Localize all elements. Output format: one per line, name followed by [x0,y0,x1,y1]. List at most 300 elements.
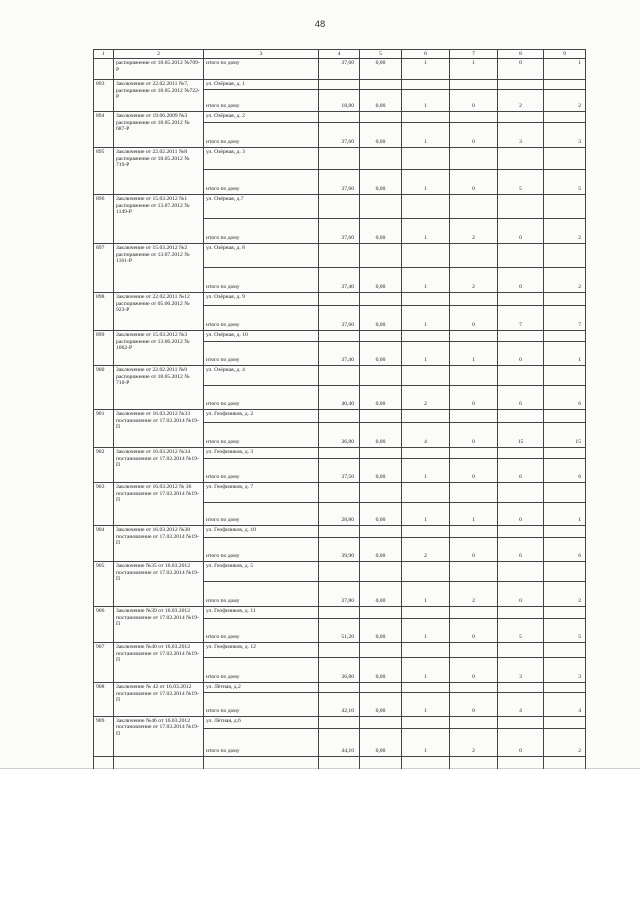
col7-value: 0 [450,538,498,562]
empty-cell [319,716,360,728]
record-address-row [94,607,586,619]
col5-value: 0,00 [360,423,402,448]
empty-cell [319,148,360,170]
col9-value: 6 [544,459,586,483]
record-number-cell: 909 [94,716,114,756]
empty-cell [319,526,360,538]
document-cell: Заключение №46 от 16.03.2012 постановление от 17.03.2014 №19-П [114,716,204,756]
empty-cell [319,562,360,582]
col9-value: 4 [544,692,586,716]
record-address-row [94,366,586,386]
col4-value: 37,60 [319,219,360,244]
empty-cell [402,112,450,123]
empty-cell [450,366,498,386]
total-label-cell: итого по дому [204,59,319,80]
empty-cell [498,112,544,123]
empty-cell [498,683,544,693]
empty-cell [402,526,450,538]
col5-value: 0,00 [360,342,402,366]
address-cell: ул. Озёрная, д. 9 [204,293,319,306]
empty-cell [360,244,402,268]
empty-cell [498,195,544,219]
empty-cell [450,244,498,268]
record-address-row [94,112,586,123]
empty-cell [360,366,402,386]
col9-value: 1 [544,342,586,366]
record-number-cell: 896 [94,195,114,244]
col5-value: 0,00 [360,268,402,293]
document-cell: Заключение от 16.03.2012 № 36 постановление от 17.03.2014 №19-П [114,483,204,526]
empty-cell [402,195,450,219]
empty-cell [450,148,498,170]
empty-cell [402,331,450,342]
col4-value: 40,40 [319,386,360,410]
empty-cell [450,526,498,538]
col8-value: 0 [498,582,544,607]
empty-cell [319,643,360,658]
empty-cell [544,112,586,123]
col9-value: 3 [544,123,586,148]
col4-value: 51,20 [319,619,360,643]
col6-value: 1 [402,459,450,483]
empty-cell [498,526,544,538]
col9-value: 1 [544,503,586,526]
record-address-row [94,195,586,219]
empty-cell [544,483,586,503]
col5-value: 0,00 [360,692,402,716]
record-number-cell: 899 [94,331,114,366]
col4-value: 39,90 [319,538,360,562]
document-cell: Заключение от 15.03.2012 №2 распоряжение от 13.07.2012 № 1161-Р [114,244,204,293]
col7-value: 0 [450,386,498,410]
col7-value: 0 [450,90,498,112]
record-number-cell: 907 [94,643,114,683]
record-address-row [94,483,586,503]
document-cell: распоряжение от 18.05.2012 №709-Р [114,59,204,80]
col7-value: 0 [450,692,498,716]
page-number: 48 [314,19,326,30]
col6-value: 1 [402,268,450,293]
col7-value: 1 [450,59,498,80]
empty-cell [544,293,586,306]
col4-value: 36,80 [319,658,360,683]
empty-cell [319,112,360,123]
empty-cell [450,80,498,90]
empty-cell [360,526,402,538]
col7-value: 0 [450,658,498,683]
empty-cell [544,562,586,582]
empty-cell [544,80,586,90]
record-number-cell: 906 [94,607,114,643]
col4-value: 28,80 [319,503,360,526]
address-cell: ул. Геофизиков, д. 7 [204,483,319,503]
col6-value: 2 [402,538,450,562]
empty-cell [498,244,544,268]
total-label-cell: итого по дому [204,423,319,448]
empty-cell [544,448,586,459]
empty-cell [360,483,402,503]
document-cell: Заключение от 15.03.2012 №1 распоряжение от 13.07.2012 № 1149-Р [114,195,204,244]
col6-value: 2 [402,386,450,410]
col7-value: 2 [450,582,498,607]
empty-cell [450,195,498,219]
empty-cell [360,643,402,658]
empty-cell [360,293,402,306]
empty-cell [319,331,360,342]
record-number-cell: 894 [94,112,114,148]
document-cell: Заключение от 22.02.2011 №9 распоряжение от 18.05.2012 № 710-Р [114,366,204,410]
col8-value: 0 [498,59,544,80]
total-label-cell: итого по дому [204,219,319,244]
empty-cell [360,562,402,582]
address-cell: ул. Геофизиков, д. 11 [204,607,319,619]
empty-cell [402,80,450,90]
address-cell: ул. Озёрная, д. 2 [204,112,319,123]
col9-value: 1 [544,59,586,80]
record-address-row [94,244,586,268]
housing-register-table [93,49,586,786]
total-label-cell: итого по дому [204,459,319,483]
record-address-row [94,643,586,658]
col5-value: 0,00 [360,619,402,643]
total-label-cell: итого по дому [204,306,319,331]
record-number-cell: 905 [94,562,114,607]
col6-value: 1 [402,170,450,195]
col4-value: 18,80 [319,90,360,112]
col5-value: 0,00 [360,582,402,607]
empty-cell [544,643,586,658]
col8-value: 4 [498,692,544,716]
empty-cell [402,562,450,582]
document-cell: Заключение от 19.06.2009 №3 распоряжение от 18.05.2012 № 687-Р [114,112,204,148]
empty-cell [402,716,450,728]
col8-value: 0 [498,728,544,756]
col7-value: 0 [450,123,498,148]
column-header: 8 [498,50,544,59]
empty-cell [319,448,360,459]
col8-value: 6 [498,386,544,410]
address-cell: ул. Геофизиков, д. 2 [204,410,319,423]
col4-value: 44,10 [319,728,360,756]
col8-value: 0 [498,219,544,244]
page-margin-bottom [0,769,640,905]
empty-cell [402,244,450,268]
record-address-row [94,562,586,582]
empty-cell [498,643,544,658]
empty-cell [450,112,498,123]
address-cell: ул. Озёрная, д.7 [204,195,319,219]
col8-value: 7 [498,306,544,331]
col6-value: 1 [402,728,450,756]
col4-value: 37,60 [319,123,360,148]
col8-value: 2 [498,90,544,112]
col6-value: 1 [402,619,450,643]
empty-cell [360,410,402,423]
address-cell: ул. Озёрная, д. 10 [204,331,319,342]
col6-value: 1 [402,582,450,607]
col5-value: 0,00 [360,386,402,410]
col8-value: 6 [498,459,544,483]
col7-value: 1 [450,342,498,366]
col6-value: 1 [402,306,450,331]
empty-cell [498,448,544,459]
record-address-row [94,716,586,728]
empty-cell [319,410,360,423]
document-cell: Заключение от 16.03.2012 №33 постановление от 17.03.2014 №19-П [114,410,204,448]
empty-cell [402,148,450,170]
empty-cell [319,244,360,268]
empty-cell [498,562,544,582]
col4-value: 36,80 [319,423,360,448]
col9-value: 2 [544,90,586,112]
empty-cell [319,607,360,619]
record-address-row [94,331,586,342]
empty-cell [450,483,498,503]
col9-value: 5 [544,170,586,195]
col4-value: 42,10 [319,692,360,716]
col6-value: 1 [402,123,450,148]
empty-cell [402,410,450,423]
col8-value: 15 [498,423,544,448]
empty-cell [450,410,498,423]
col6-value: 1 [402,503,450,526]
empty-cell [402,293,450,306]
empty-cell [544,195,586,219]
empty-cell [319,683,360,693]
carried-over-row [94,59,586,80]
col5-value: 0,00 [360,459,402,483]
col8-value: 5 [498,170,544,195]
col5-value: 0,00 [360,728,402,756]
col6-value: 1 [402,219,450,244]
empty-cell [498,80,544,90]
document-cell: Заключение от 15.03.2012 №3 распоряжение от 13.06.2012 № 1062-Р [114,331,204,366]
address-cell: ул. Геофизиков, д. 3 [204,448,319,459]
column-header: 5 [360,50,402,59]
col4-value: 37,80 [319,582,360,607]
col8-value: 5 [498,619,544,643]
col6-value: 1 [402,59,450,80]
empty-cell [360,80,402,90]
empty-cell [402,366,450,386]
col8-value: 0 [498,342,544,366]
total-label-cell: итого по дому [204,386,319,410]
empty-cell [360,331,402,342]
col4-value: 37,60 [319,59,360,80]
column-header: 2 [114,50,204,59]
empty-cell [544,331,586,342]
empty-cell [498,293,544,306]
col8-value: 0 [498,503,544,526]
record-number-cell: 897 [94,244,114,293]
col5-value: 0,00 [360,306,402,331]
document-cell: Заключение от 22.02.2011 №7, распоряжение от 18.05.2012 №722-Р [114,80,204,112]
document-cell: Заключение от 16.03.2012 №38 постановление от 17.03.2014 №19-П [114,526,204,562]
col5-value: 0,00 [360,123,402,148]
col4-value: 37,60 [319,306,360,331]
col7-value: 0 [450,170,498,195]
col7-value: 1 [450,503,498,526]
empty-cell [450,683,498,693]
address-cell: ул. Лётная, д.6 [204,716,319,728]
empty-cell [360,112,402,123]
col9-value: 3 [544,658,586,683]
empty-cell [319,195,360,219]
record-number-cell: 893 [94,80,114,112]
column-header: 1 [94,50,114,59]
document-cell: Заключение от 22.02.2011 №8 распоряжение от 18.05.2012 № 719-Р [114,148,204,195]
empty-cell [498,148,544,170]
record-number-cell: 895 [94,148,114,195]
col7-value: 2 [450,728,498,756]
empty-cell [498,410,544,423]
col9-value: 2 [544,268,586,293]
col7-value: 2 [450,268,498,293]
col7-value: 0 [450,459,498,483]
empty-cell [402,607,450,619]
empty-cell [319,366,360,386]
column-header: 9 [544,50,586,59]
record-number-cell: 902 [94,448,114,483]
col9-value: 7 [544,306,586,331]
record-number-cell: 904 [94,526,114,562]
empty-cell [360,195,402,219]
address-cell: ул. Озёрная, д. 3 [204,148,319,170]
total-label-cell: итого по дому [204,692,319,716]
record-number-cell [94,59,114,80]
document-cell: Заключение №35 от 16.03.2012 постановление от 17.03.2014 №19-П [114,562,204,607]
empty-cell [450,607,498,619]
empty-cell [360,148,402,170]
column-header: 4 [319,50,360,59]
col7-value: 0 [450,423,498,448]
empty-cell [402,683,450,693]
column-header: 6 [402,50,450,59]
col6-value: 1 [402,692,450,716]
total-label-cell: итого по дому [204,619,319,643]
col4-value: 37,50 [319,459,360,483]
total-label-cell: итого по дому [204,582,319,607]
empty-cell [402,643,450,658]
record-address-row [94,293,586,306]
empty-cell [450,562,498,582]
empty-cell [498,331,544,342]
total-label-cell: итого по дому [204,658,319,683]
col5-value: 0,00 [360,59,402,80]
empty-cell [450,643,498,658]
address-cell: ул. Озёрная, д. 8 [204,244,319,268]
empty-cell [450,331,498,342]
total-label-cell: итого по дому [204,268,319,293]
empty-cell [450,716,498,728]
col8-value: 6 [498,538,544,562]
col8-value: 0 [498,268,544,293]
empty-cell [544,148,586,170]
total-label-cell: итого по дому [204,342,319,366]
col9-value: 2 [544,219,586,244]
record-address-row [94,683,586,693]
empty-cell [360,607,402,619]
empty-cell [544,244,586,268]
record-number-cell: 898 [94,293,114,331]
column-header-row [94,50,586,59]
column-header: 3 [204,50,319,59]
col6-value: 1 [402,342,450,366]
col7-value: 0 [450,306,498,331]
address-cell: ул. Геофизиков, д. 5 [204,562,319,582]
total-label-cell: итого по дому [204,728,319,756]
record-address-row [94,410,586,423]
total-label-cell: итого по дому [204,503,319,526]
col6-value: 1 [402,658,450,683]
total-label-cell: итого по дому [204,170,319,195]
empty-cell [544,716,586,728]
col5-value: 0,00 [360,538,402,562]
col9-value: 5 [544,619,586,643]
empty-cell [544,607,586,619]
address-cell: ул. Геофизиков, д. 10 [204,526,319,538]
document-cell: Заключение от 16.03.2012 №34 постановление от 17.03.2014 №19-П [114,448,204,483]
col6-value: 1 [402,90,450,112]
col5-value: 0,00 [360,658,402,683]
document-cell: Заключение от 22.02.2011 №12 распоряжение от 05.06.2012 № 923-Р [114,293,204,331]
document-cell: Заключение №39 от 16.03.2012 постановление от 17.03.2014 №19-П [114,607,204,643]
empty-cell [498,716,544,728]
empty-cell [319,80,360,90]
col7-value: 2 [450,219,498,244]
record-number-cell: 903 [94,483,114,526]
col6-value: 4 [402,423,450,448]
empty-cell [498,483,544,503]
record-address-row [94,448,586,459]
empty-cell [498,607,544,619]
record-number-cell: 908 [94,683,114,717]
col9-value: 6 [544,538,586,562]
col9-value: 2 [544,582,586,607]
col4-value: 37,40 [319,268,360,293]
col4-value: 37,60 [319,170,360,195]
empty-cell [319,483,360,503]
record-address-row [94,526,586,538]
empty-cell [544,526,586,538]
col9-value: 6 [544,386,586,410]
document-cell: Заключение №40 от 16.03.2012 постановление от 17.03.2014 №19-П [114,643,204,683]
empty-cell [360,683,402,693]
col5-value: 0,00 [360,170,402,195]
col8-value: 3 [498,658,544,683]
empty-cell [450,448,498,459]
total-label-cell: итого по дому [204,123,319,148]
col5-value: 0,00 [360,503,402,526]
col5-value: 0,00 [360,90,402,112]
column-header: 7 [450,50,498,59]
col9-value: 15 [544,423,586,448]
address-cell: ул. Озёрная, д. 4 [204,366,319,386]
empty-cell [544,366,586,386]
empty-cell [360,716,402,728]
total-label-cell: итого по дому [204,90,319,112]
document-cell: Заключение № 42 от 16.03.2012 постановление от 17.03.2014 №19-П [114,683,204,717]
address-cell: ул. Геофизиков, д. 12 [204,643,319,658]
empty-cell [450,293,498,306]
empty-cell [544,683,586,693]
col5-value: 0,00 [360,219,402,244]
empty-cell [402,448,450,459]
record-address-row [94,148,586,170]
empty-cell [319,293,360,306]
empty-cell [544,410,586,423]
empty-cell [360,448,402,459]
